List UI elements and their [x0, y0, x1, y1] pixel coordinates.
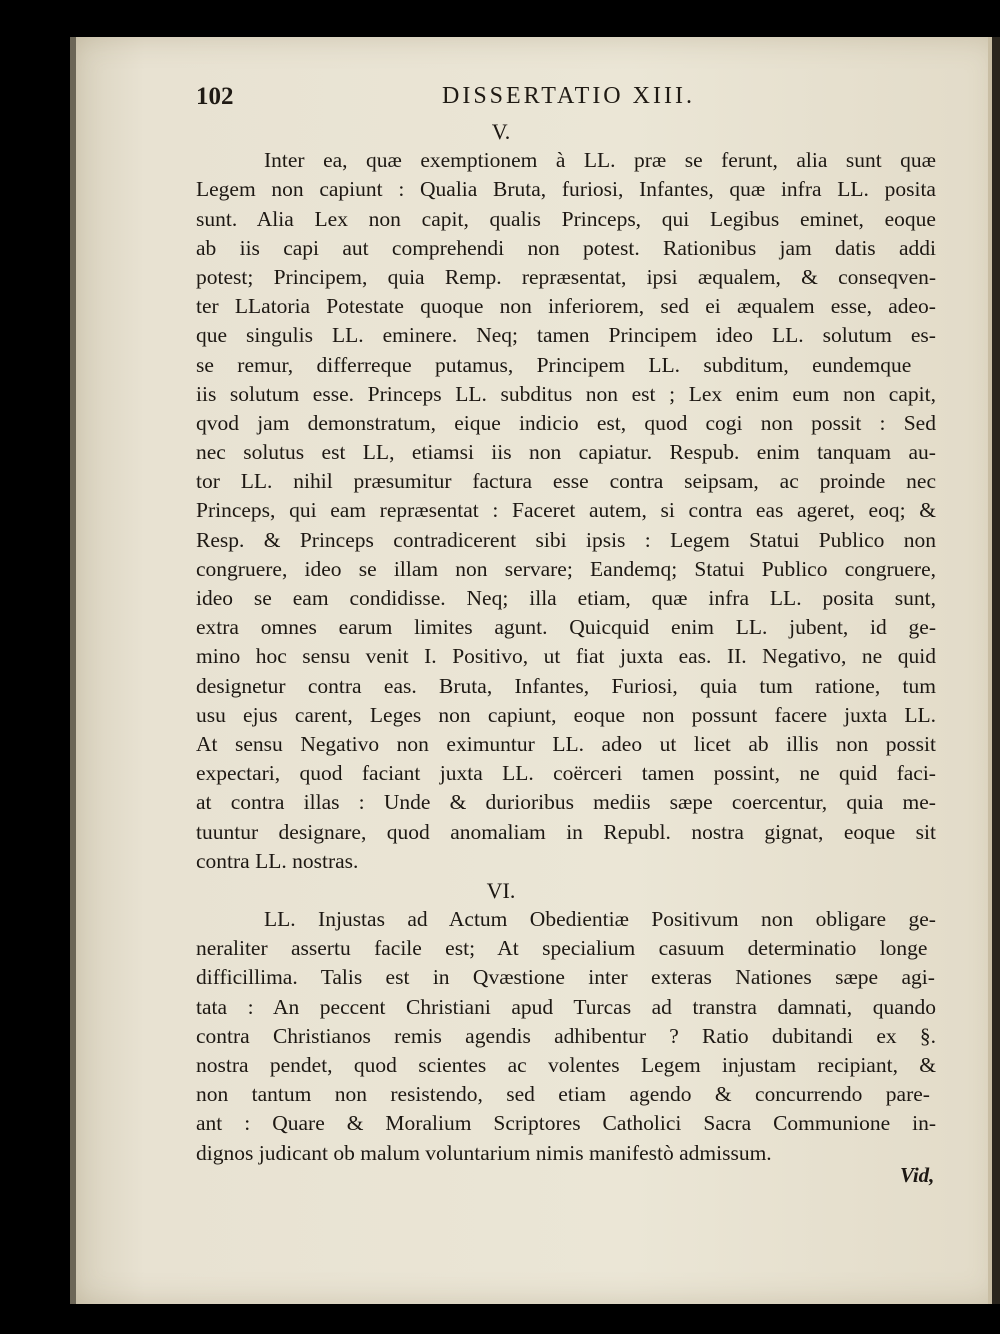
section-numeral: V. [491, 119, 511, 144]
text-line: Resp. & Princeps contradicerent sibi ipsis : Legem Statui Publico non [196, 527, 937, 552]
text-line: usu ejus carent, Leges non capiunt, eoque non possunt facere juxta LL. [196, 702, 936, 727]
text-line: congruere, ideo se illam non servare; Eandemq; Statui Publico congruere, [196, 556, 937, 581]
text-line: tor LL. nihil præsumitur factura esse contra seipsam, ac proinde nec [196, 469, 936, 494]
text-line: Inter ea, quæ exemptionem à LL. præ se ferunt, alia sunt quæ [264, 148, 937, 173]
text-line: Legem non capiunt : Qualia Bruta, furiosi, Infantes, quæ infra LL. posita [196, 177, 936, 202]
text-line: Princeps, qui eam repræsentat : Faceret autem, si contra eas ageret, eoq; & [196, 498, 936, 523]
text-line: neraliter assertu facile est; At specialium casuum determinatio longe [196, 936, 928, 961]
text-line: sunt. Alia Lex non capit, qualis Princeps, qui Legibus eminet, eoque [196, 206, 936, 231]
catchword: Vid, [900, 1163, 935, 1187]
text-line: ab iis capi aut comprehendi non potest. Rationibus jam datis addi [196, 235, 936, 260]
page-gutter [70, 37, 76, 1304]
text-line: nec solutus est LL, etiamsi iis non capiatur. Respub. enim tanquam au- [196, 440, 936, 465]
text-line: qvod jam demonstratum, eique indicio est, quod cogi non possit : Sed [196, 410, 936, 435]
text-line: tata : An peccent Christiani apud Turcas ad transtra damnati, quando [196, 994, 937, 1019]
text-line: extra omnes earum limites agunt. Quicquid enim LL. jubent, id ge- [196, 615, 936, 640]
text-line: se remur, differreque putamus, Principem LL. subditum, eundemque [196, 352, 912, 377]
text-line: non tantum non resistendo, sed etiam agendo & concurrendo pare- [196, 1082, 930, 1107]
text-line: ter LLatoria Potestate quoque non inferiorem, sed ei æqualem esse, adeo- [196, 294, 936, 319]
text-line: tuuntur designare, quod anomaliam in Republ. nostra gignat, eoque sit [196, 819, 936, 844]
text-line: potest; Principem, quia Remp. repræsentat, ipsi æqualem, & conseqven- [196, 264, 937, 289]
body-text [196, 117, 966, 1168]
text-line: dignos judicant ob malum voluntarium nimis manifestò admissum. [196, 1140, 772, 1165]
text-line: nostra pendet, quod scientes ac volentes Legem injustam recipiant, & [196, 1053, 936, 1077]
page-header [196, 83, 936, 113]
text-line: ideo se eam condidisse. Neq; illa etiam, quæ infra LL. posita sunt, [196, 586, 936, 610]
book-fore-edge [992, 37, 1000, 1304]
running-head: DISSERTATIO XIII. [442, 83, 695, 109]
text-line: expectari, quod faciant juxta LL. coërceri tamen possint, ne quid faci- [196, 761, 936, 786]
text-line: designetur contra eas. Bruta, Infantes, Furiosi, quia tum ratione, tum [196, 673, 936, 698]
text-line: At sensu Negativo non eximuntur LL. adeo ut licet ab illis non possit [196, 731, 936, 756]
text-line: que singulis LL. eminere. Neq; tamen Principem ideo LL. solutum es- [196, 323, 936, 348]
section-numeral: VI. [486, 877, 516, 903]
text-line: iis solutum esse. Princeps LL. subditus non est ; Lex enim eum non capit, [196, 381, 936, 406]
text-line: contra LL. nostras. [196, 848, 359, 873]
text-line: mino hoc sensu venit I. Positivo, ut fiat juxta eas. II. Negativo, ne quid [196, 644, 936, 669]
text-line: difficillima. Talis est in Qvæstione inter exteras Nationes sæpe agi- [196, 965, 935, 990]
text-line: at contra illas : Unde & durioribus mediis sæpe coercentur, quia me- [196, 790, 936, 815]
text-line: ant : Quare & Moralium Scriptores Catholici Sacra Communione in- [196, 1111, 937, 1136]
text-line: LL. Injustas ad Actum Obedientiæ Positivum non obligare ge- [264, 907, 936, 932]
text-line: contra Christianos remis agendis adhibentur ? Ratio dubitandi ex §. [196, 1023, 937, 1048]
page-number: 102 [196, 83, 234, 110]
